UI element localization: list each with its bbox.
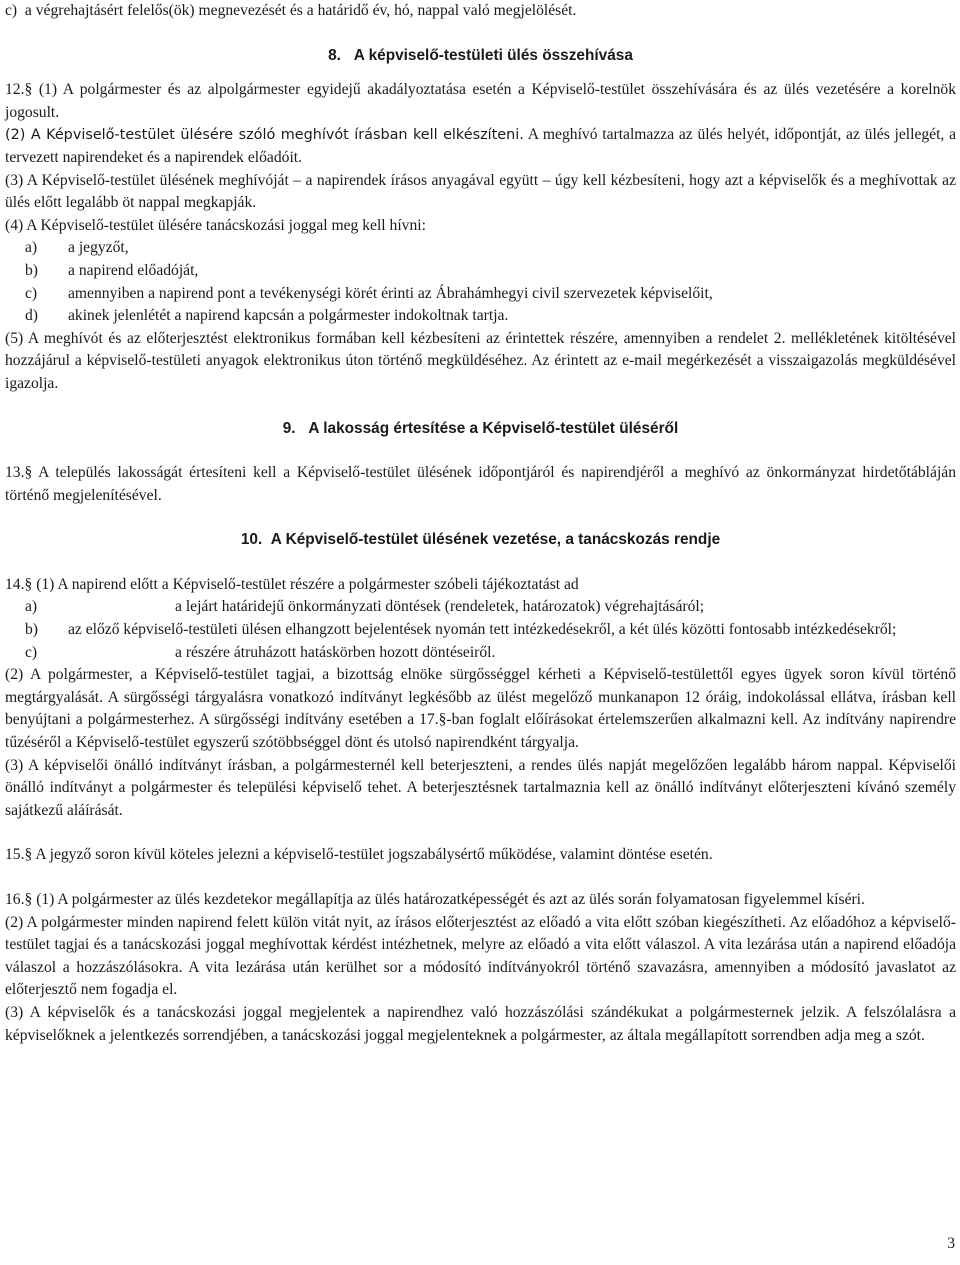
list-item: [5, 283, 956, 306]
list-item-label: c): [25, 643, 38, 661]
paragraph-12-4: (4) A Képviselő-testület ülésére tanácskozási joggal meg kell hívni:: [5, 216, 426, 234]
paragraph-13: 13.§ A település lakosságát értesíteni kell a Képviselő-testület ülésének időpontjáról és napirendjéről a meghívó az önkormányzat hirdetőtábláján történő megjelenítésével.: [5, 464, 956, 504]
list-item: [5, 305, 956, 328]
paragraph-14-2: (2) A polgármester, a Képviselő-testület tagjai, a bizottság elnöke sürgősséggel kérheti a Képviselő-testülettől egyes ügyek soron kívül történő megtárgyalását. A sürgősségi tárgyalásra vonatkozó indítványt legkésőbb az ülést megelőző munkanapon 12 óráig, indokolással ellátva, írásban kell benyújtani a polgármesterhez. A sürgősségi indítvány esetében a 17.§-ban foglalt előírásokat értelemszerűen alkalmazni kell. Az indítvány napirendre tűzéséről a Képviselő-testület egyszerű szótöbbséggel dönt és utolsó napirendként tárgyalja.: [5, 666, 956, 752]
list-item-label: a): [25, 239, 38, 257]
list-item-text: a lejárt határidejű önkormányzati döntések (rendeletek, határozatok) végrehajtásáról;: [175, 598, 705, 616]
list-item-label: d): [25, 307, 38, 325]
list-item: [5, 237, 956, 260]
list-item-text: amennyiben a napirend pont a tevékenységi körét érinti az Ábrahámhegyi civil szervezetek képviselőit,: [68, 284, 713, 302]
paragraph-16-1: 16.§ (1) A polgármester az ülés kezdetekor megállapítja az ülés határozatképességét és azt az ülés során folyamatosan figyelemmel kíséri.: [5, 891, 865, 908]
paragraph-16-3: (3) A képviselők és a tanácskozási joggal megjelentek a napirendhez való hozzászólási szándékukat a polgármesternek jelzik. A felszólalásra a képviselőknek a jelentkezés sorrendjében, a tanácskozási joggal megjelenteknek a polgármester, az általa megállapított sorrendben adja meg a szót.: [5, 1003, 956, 1044]
item-c-top: c) a végrehajtásért felelős(ök) megnevezését és a határidő év, hó, nappal való megjelölését.: [5, 2, 577, 19]
list-item-label: b): [25, 261, 38, 279]
list-item-label: a): [25, 598, 38, 616]
paragraph-14-3: (3) A képviselői önálló indítványt írásban, a polgármesternél kell beterjeszteni, a rendes ülés napját megelőzően legalább három nappal. Képviselői önálló indítványt a polgármester és települési képviselő tehet. A beterjesztésnek tartalmaznia kell az önálló indítványt előterjeszteni kívánó személy sajátkezű aláírását.: [5, 756, 956, 819]
paragraph-12-2-part-b: A meghívó tartalmazza az ülés helyét, időpontját, az ülés jellegét, a tervezett napirendeket és a napirendek előadóit.: [5, 126, 957, 166]
paragraph-16-2: (2) A polgármester minden napirend felett külön vitát nyit, az írásos előterjesztést az előadó a vita előtt szóban kiegészítheti. Az előadóhoz a képviselő-testület tagjai és a tanácskozási joggal meghívottak kérdést intézhetnek, melyre az előadó a vita előtt válaszol. A vita lezárása után a napirend előadója válaszol a hozzászólásokra. A vita lezárása után kerülhet sor a módosító indítványokról történő szavazásra, amennyiben a módosító javaslatot az előterjesztő nem fogadja el.: [5, 913, 956, 999]
list-item-text: a részére átruházott hatáskörben hozott döntéseiről.: [175, 643, 496, 661]
list-item: [5, 642, 956, 665]
list-item: [5, 260, 956, 283]
paragraph-12-5: (5) A meghívót és az előterjesztést elektronikus formában kell kézbesíteni az érintettek részére, amennyiben a rendelet 2. mellékletének kitöltésével hozzájárul a képviselő-testületi anyagok elektronikus úton történő megküldéséhez. Az érintett az e-mail megérkezését a visszaigazolás megküldésével igazolja.: [5, 329, 956, 392]
paragraph-12-1: 12.§ (1) A polgármester és az alpolgármester egyidejű akadályoztatása esetén a Képviselő-testület összehívására és az ülés vezetésére a korelnök jogosult.: [5, 81, 956, 121]
list-item-text: a jegyzőt,: [68, 239, 129, 257]
section-8-heading: 8. A képviselő-testületi ülés összehívása: [328, 46, 633, 64]
list-item-text: az előző képviselő-testületi ülésen elhangzott bejelentések nyomán tett intézkedésekről, a két ülés közötti fontosabb intézkedésekről;: [68, 621, 897, 639]
list-item-text: a napirend előadóját,: [68, 261, 199, 279]
list-item: [5, 596, 956, 619]
paragraph-12-2: [5, 124, 956, 169]
section-9-heading: 9. A lakosság értesítése a Képviselő-testület üléséről: [282, 419, 679, 437]
list-item-text: akinek jelenlétét a napirend kapcsán a polgármester indokoltnak tartja.: [68, 307, 509, 325]
paragraph-12-2-part-a: (2) A Képviselő-testület ülésére szóló meghívót írásban kell elkészíteni.: [5, 127, 524, 144]
list-item-label: c): [25, 284, 38, 302]
paragraph-14-1: 14.§ (1) A napirend előtt a Képviselő-testület részére a polgármester szóbeli tájékoztatást ad: [5, 575, 579, 593]
paragraph-12-3: (3) A Képviselő-testület ülésének meghívóját – a napirendek írásos anyagával együtt – úgy kell kézbesíteni, hogy azt a képviselők és a meghívottak az ülés előtt legalább öt nappal megkapják.: [5, 171, 956, 212]
paragraph-15: 15.§ A jegyző soron kívül köteles jelezni a képviselő-testület jogszabálysértő működése, valamint döntése esetén.: [5, 846, 713, 864]
page-number: 3: [947, 1235, 955, 1252]
list-item: [5, 619, 956, 642]
section-10-heading: 10. A Képviselő-testület ülésének vezetése, a tanácskozás rendje: [240, 531, 721, 549]
document-page: [5, 0, 956, 1047]
list-item-label: b): [25, 621, 38, 639]
